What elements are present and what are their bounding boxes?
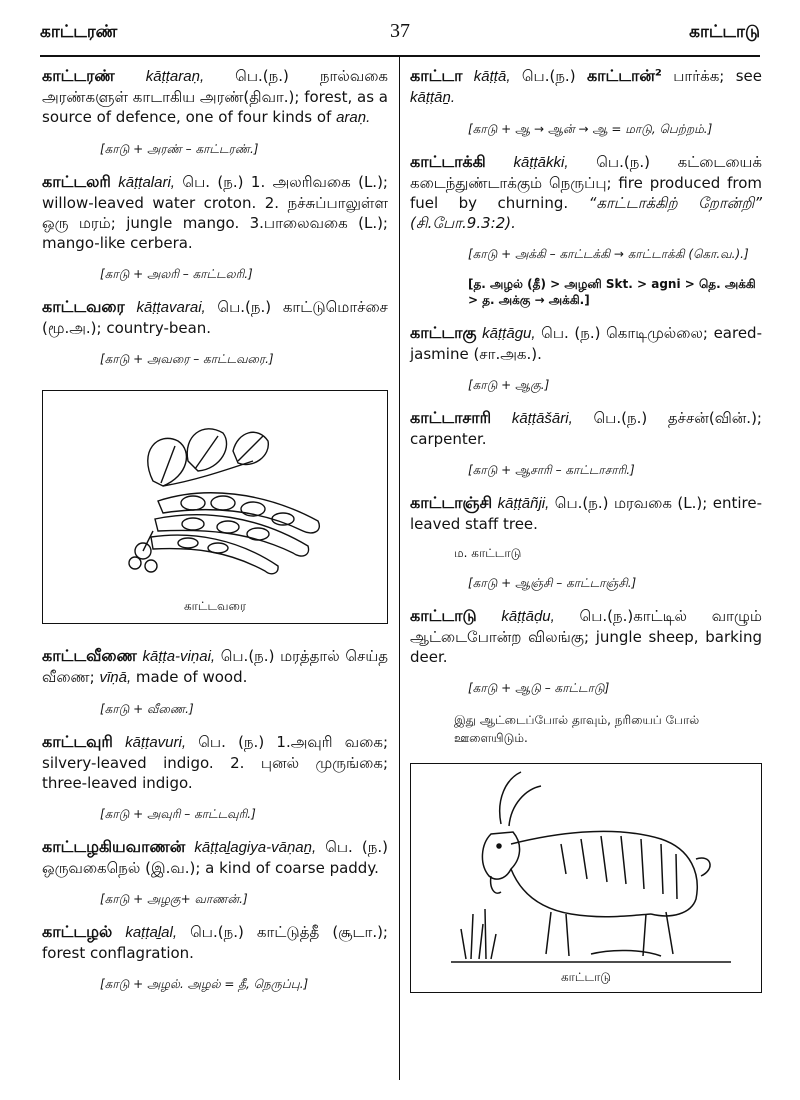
headword: காட்டவீணை <box>42 646 137 665</box>
definition-italic: vīṇā, <box>99 669 132 686</box>
etymology: [காடு + அவரை – காட்டவரை.] <box>100 352 274 366</box>
entry-kattavarai <box>42 297 388 338</box>
header-rule <box>40 55 760 57</box>
headword: காட்டவரை <box>42 297 125 316</box>
etymology-note: [த. அழல் (தீ) > அழனி Skt. > agni > தெ. அக்கி > த. அக்கு → அக்கி.] <box>468 277 756 307</box>
headword: காட்டாஞ்சி <box>410 493 493 512</box>
transliteration: kāṭṭavuri, <box>125 734 186 751</box>
transliteration: kāṭṭākki, <box>513 154 569 171</box>
etymology: [காடு + ஆசாரி – காட்டாசாரி.] <box>468 463 635 477</box>
quotation: “காட்டாக்கிற் றோன்றி” (சி.போ.9.3:2). <box>410 194 762 232</box>
definition: பெ. (ந.) ஒருவகைநெல் (இ.வ.); a kind of coarse paddy. <box>42 838 388 877</box>
transliteration: kāṭṭalari, <box>118 174 175 191</box>
definition: பெ.(ந.)காட்டில் வாழும் ஆட்டைபோன்ற விலங்கு; jungle sheep, barking deer. <box>410 607 762 666</box>
column-divider <box>399 57 400 1080</box>
definition: பெ.(ந.) கட்டையைக் கடைந்துண்டாக்கும் நெருப்பு; fire produced from fuel by churning. <box>410 153 762 212</box>
headword: காட்டழல் <box>42 922 113 941</box>
transliteration: kāṭṭa-viṇai, <box>142 648 216 665</box>
definition-tail: made of wood. <box>131 668 248 686</box>
running-head-right: காட்டாடு <box>689 22 760 42</box>
transliteration: kāṭṭāḍu, <box>501 608 555 625</box>
etymology: [காடு + ஆகு.] <box>468 378 550 392</box>
bean-drawing <box>43 391 389 591</box>
transliteration: kāṭṭāšāri, <box>511 410 573 427</box>
definition-see: பார்க்க; see <box>661 67 762 85</box>
entry-katta <box>410 66 762 108</box>
etymology: [காடு + வீணை.] <box>100 702 194 716</box>
etymology: [காடு + ஆ → ஆன் → ஆ = மாடு, பெற்றம்.] <box>468 122 713 136</box>
transliteration: kāṭṭavarai, <box>136 299 206 316</box>
entry-kattanji <box>410 493 762 534</box>
definition-italic: araṇ. <box>336 109 371 126</box>
definition: பெ.(ந.) காட்டுத்தீ (சூடா.); forest conflagration. <box>42 923 388 962</box>
illustration-goat <box>410 763 762 993</box>
headword: காட்டலரி <box>42 172 111 191</box>
transliteration: kāṭṭaḻagiya-vāṇaṉ, <box>194 839 317 856</box>
definition: பெ. (ந.) கொடிமுல்லை; eared-jasmine (சா.அக.). <box>410 324 762 363</box>
transliteration: kāṭṭāgu, <box>482 325 536 342</box>
entry-kattalal <box>42 922 388 963</box>
headword: காட்டழகியவாணன் <box>42 837 186 856</box>
right-column <box>410 66 762 993</box>
transliteration: kāṭṭā, <box>473 68 511 85</box>
definition: பெ.(ந.) மரவகை (L.); entire-leaved staff tree. <box>410 494 762 533</box>
headword: காட்டரண் <box>42 66 115 85</box>
definition-italic: kāṭṭāṉ. <box>410 89 456 106</box>
transliteration: kāṭṭaraṇ, <box>145 68 205 85</box>
entry-kattadu <box>410 606 762 667</box>
entry-kattagu <box>410 323 762 364</box>
entry-kattaran <box>42 66 388 128</box>
definition: பெ.(ந.) தச்சன்(வின்.); carpenter. <box>410 409 762 448</box>
etymology: [காடு + அக்கி – காட்டக்கி → காட்டாக்கி (கொ.வ.).] <box>468 247 749 261</box>
entry-kattasari <box>410 408 762 449</box>
etymology: [காடு + அரண் – காட்டரண்.] <box>100 142 259 156</box>
headword: காட்டா <box>410 66 463 85</box>
definition: பெ. (ந.) 1.அவுரி வகை; silvery-leaved indigo. 2. புனல் முருங்கை; three-leaved indigo. <box>42 733 388 792</box>
etymology: [காடு + ஆடு – காட்டாடு] <box>468 681 610 695</box>
entry-kattakki <box>410 152 762 233</box>
illustration-bean <box>42 390 388 624</box>
entry-kattalari <box>42 172 388 253</box>
page-header <box>40 22 760 50</box>
cross-reference: காட்டான்² <box>586 66 662 85</box>
cognate-note: ம. காட்டாடு <box>454 546 522 560</box>
headword: காட்டவுரி <box>42 732 113 751</box>
definition: பெ.(ந.) <box>510 67 587 85</box>
definition: பெ.(ந.) காட்டுமொச்சை (மூ.அ.); country-bean. <box>42 298 388 337</box>
definition: பெ.(ந.) மரத்தால் செய்த வீணை; <box>42 647 388 686</box>
etymology: [காடு + ஆஞ்சி – காட்டாஞ்சி.] <box>468 576 637 590</box>
headword: காட்டாகு <box>410 323 477 342</box>
etymology: [காடு + அழகு+ வாணன்.] <box>100 892 248 906</box>
headword: காட்டாடு <box>410 606 477 625</box>
entry-kattavuri <box>42 732 388 793</box>
headword: காட்டாசாரி <box>410 408 492 427</box>
entry-kattavinai <box>42 646 388 688</box>
headword: காட்டாக்கி <box>410 152 486 171</box>
etymology: [காடு + அழல். அழல் = தீ, நெருப்பு.] <box>100 977 309 991</box>
left-column <box>42 66 388 1007</box>
transliteration: kāṭṭāñji, <box>497 495 550 512</box>
goat-drawing <box>411 764 763 968</box>
descriptive-note: இது ஆட்டைப்போல் தாவும், நரியைப் போல் ஊளையிடும். <box>454 713 700 745</box>
etymology: [காடு + அவுரி – காட்டவுரி.] <box>100 807 256 821</box>
etymology: [காடு + அலரி – காட்டலரி.] <box>100 267 253 281</box>
page-number: 37 <box>390 20 410 42</box>
image-caption: காட்டாடு <box>560 970 612 984</box>
running-head-left: காட்டரண் <box>40 22 118 42</box>
entry-kattalagiyavanan <box>42 837 388 878</box>
transliteration: kaṭṭaḻal, <box>125 924 178 941</box>
definition: பெ. (ந.) 1. அலரிவகை (L.); willow-leaved water croton. 2. நச்சுப்பாலுள்ள ஒரு மரம்; jungle mango. 3.பாலைவகை (L.); mango-like cerbera. <box>42 173 388 252</box>
image-caption: காட்டவரை <box>183 599 247 613</box>
definition: பெ.(ந.) நால்வகை அரண்களுள் காடாகிய அரண்(திவா.); forest, as a source of defence, one of four kinds of <box>42 67 388 126</box>
